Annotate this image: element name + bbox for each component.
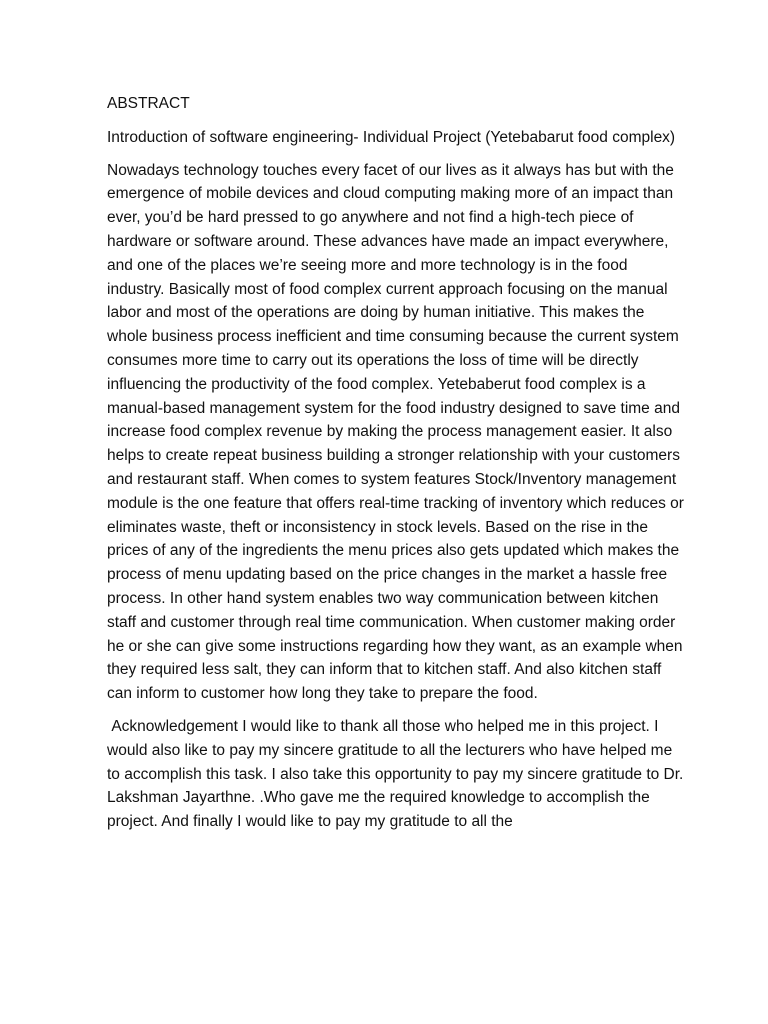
abstract-heading: ABSTRACT [107, 95, 190, 112]
document-subtitle: Introduction of software engineering- Individual Project (Yetebabarut food complex) [107, 128, 676, 146]
acknowledgement-paragraph: Acknowledgement I would like to thank all those who helped me in this project. I would also like to pay my sincere gratitude to all the lecturers who have helped me to accomplish this task. I also take this opportunity to pay my sincere gratitude to Dr. Lakshman Jayarthne. .Who gave me the required knowledge to accomplish the project. And finally I would like to pay my gratitude to all the [107, 717, 688, 831]
abstract-paragraph: Nowadays technology touches every facet of our lives as it always has but with the emergence of mobile devices and cloud computing making more of an impact than ever, you’d be hard pressed to go anywhere and not find a high-tech piece of hardware or software around. These advances have made an impact everywhere, and one of the places we’re seeing more and more technology is in the food industry. Basically most of food complex current approach focusing on the manual labor and most of the operations are doing by human initiative. This makes the whole business process inefficient and time consuming because the current system consumes more time to carry out its operations the loss of time will be directly influencing the productivity of the food complex. Yetebaberut food complex is a manual-based management system for the food industry designed to save time and increase food complex revenue by making the process management easier. It also helps to create repeat business building a stronger relationship with your customers and restaurant staff. When comes to system features Stock/Inventory management module is the one feature that offers real-time tracking of inventory which reduces or eliminates waste, theft or inconsistency in stock levels. Based on the rise in the prices of any of the ingredients the menu prices also gets updated which makes the process of menu updating based on the price changes in the market a hassle free process. In other hand system enables two way communication between kitchen staff and customer through real time communication. When customer making order he or she can give some instructions regarding how they want, as an example when they required less salt, they can inform that to kitchen staff. And also kitchen staff can inform to customer how long they take to prepare the food. [107, 161, 684, 703]
document-content [107, 92, 687, 843]
